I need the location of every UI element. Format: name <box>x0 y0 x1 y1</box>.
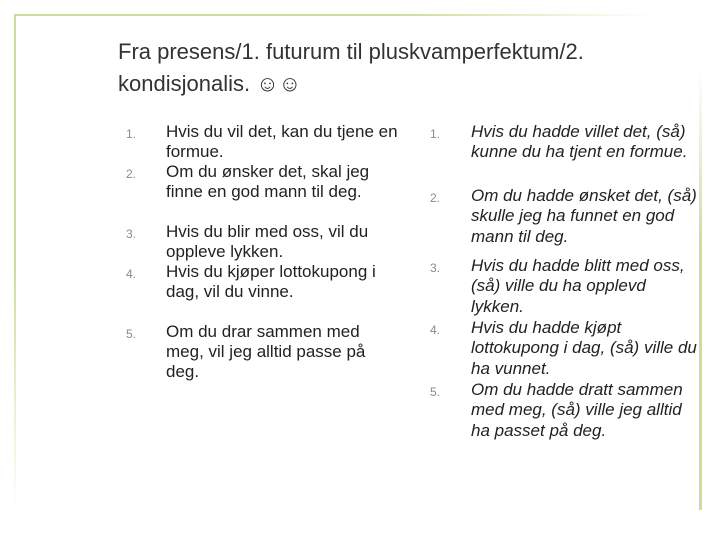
pluperfect-list <box>430 122 698 462</box>
list-item <box>128 262 400 322</box>
list-text: Hvis du hadde kjøpt lottokupong i dag, (så) ville du ha vunnet. <box>471 318 697 378</box>
present-tense-list <box>128 122 400 382</box>
list-item <box>128 162 400 222</box>
list-item <box>430 186 698 256</box>
decorative-right-rule <box>699 70 702 510</box>
list-number: 5. <box>430 385 441 399</box>
list-text: Om du ønsker det, skal jeg finne en god mann til deg. <box>166 162 370 201</box>
list-number: 4. <box>126 267 137 281</box>
list-number: 2. <box>126 167 137 181</box>
list-text: Hvis du vil det, kan du tjene en formue. <box>166 122 398 161</box>
list-number: 4. <box>430 323 441 337</box>
list-number: 5. <box>126 327 137 341</box>
list-item <box>128 222 400 262</box>
list-number: 2. <box>430 191 441 205</box>
list-item <box>128 122 400 162</box>
decorative-top-rule <box>14 14 654 16</box>
list-text: Hvis du blir med oss, vil du oppleve lykken. <box>166 222 369 261</box>
list-text: Om du drar sammen med meg, vil jeg alltid passe på deg. <box>166 322 366 381</box>
list-item <box>430 256 698 318</box>
list-text: Hvis du hadde villet det, (så) kunne du ha tjent en formue. <box>471 122 688 162</box>
slide-title: Fra presens/1. futurum til pluskvamperfektum/2. kondisjonalis. ☺☺ <box>118 39 584 96</box>
list-number: 1. <box>430 127 441 141</box>
list-item <box>128 322 400 382</box>
list-item <box>430 122 698 186</box>
list-text: Om du hadde ønsket det, (så) skulle jeg ha funnet en god mann til deg. <box>471 186 697 246</box>
list-text: Hvis du hadde blitt med oss, (så) ville du ha opplevd lykken. <box>471 256 685 316</box>
list-number: 3. <box>126 227 137 241</box>
list-item <box>430 380 698 462</box>
list-item <box>430 318 698 380</box>
list-text: Om du hadde dratt sammen med meg, (så) ville jeg alltid ha passet på deg. <box>471 380 683 440</box>
decorative-left-rule <box>14 14 16 514</box>
list-number: 3. <box>430 261 441 275</box>
list-text: Hvis du kjøper lottokupong i dag, vil du vinne. <box>166 262 376 301</box>
list-number: 1. <box>126 127 137 141</box>
